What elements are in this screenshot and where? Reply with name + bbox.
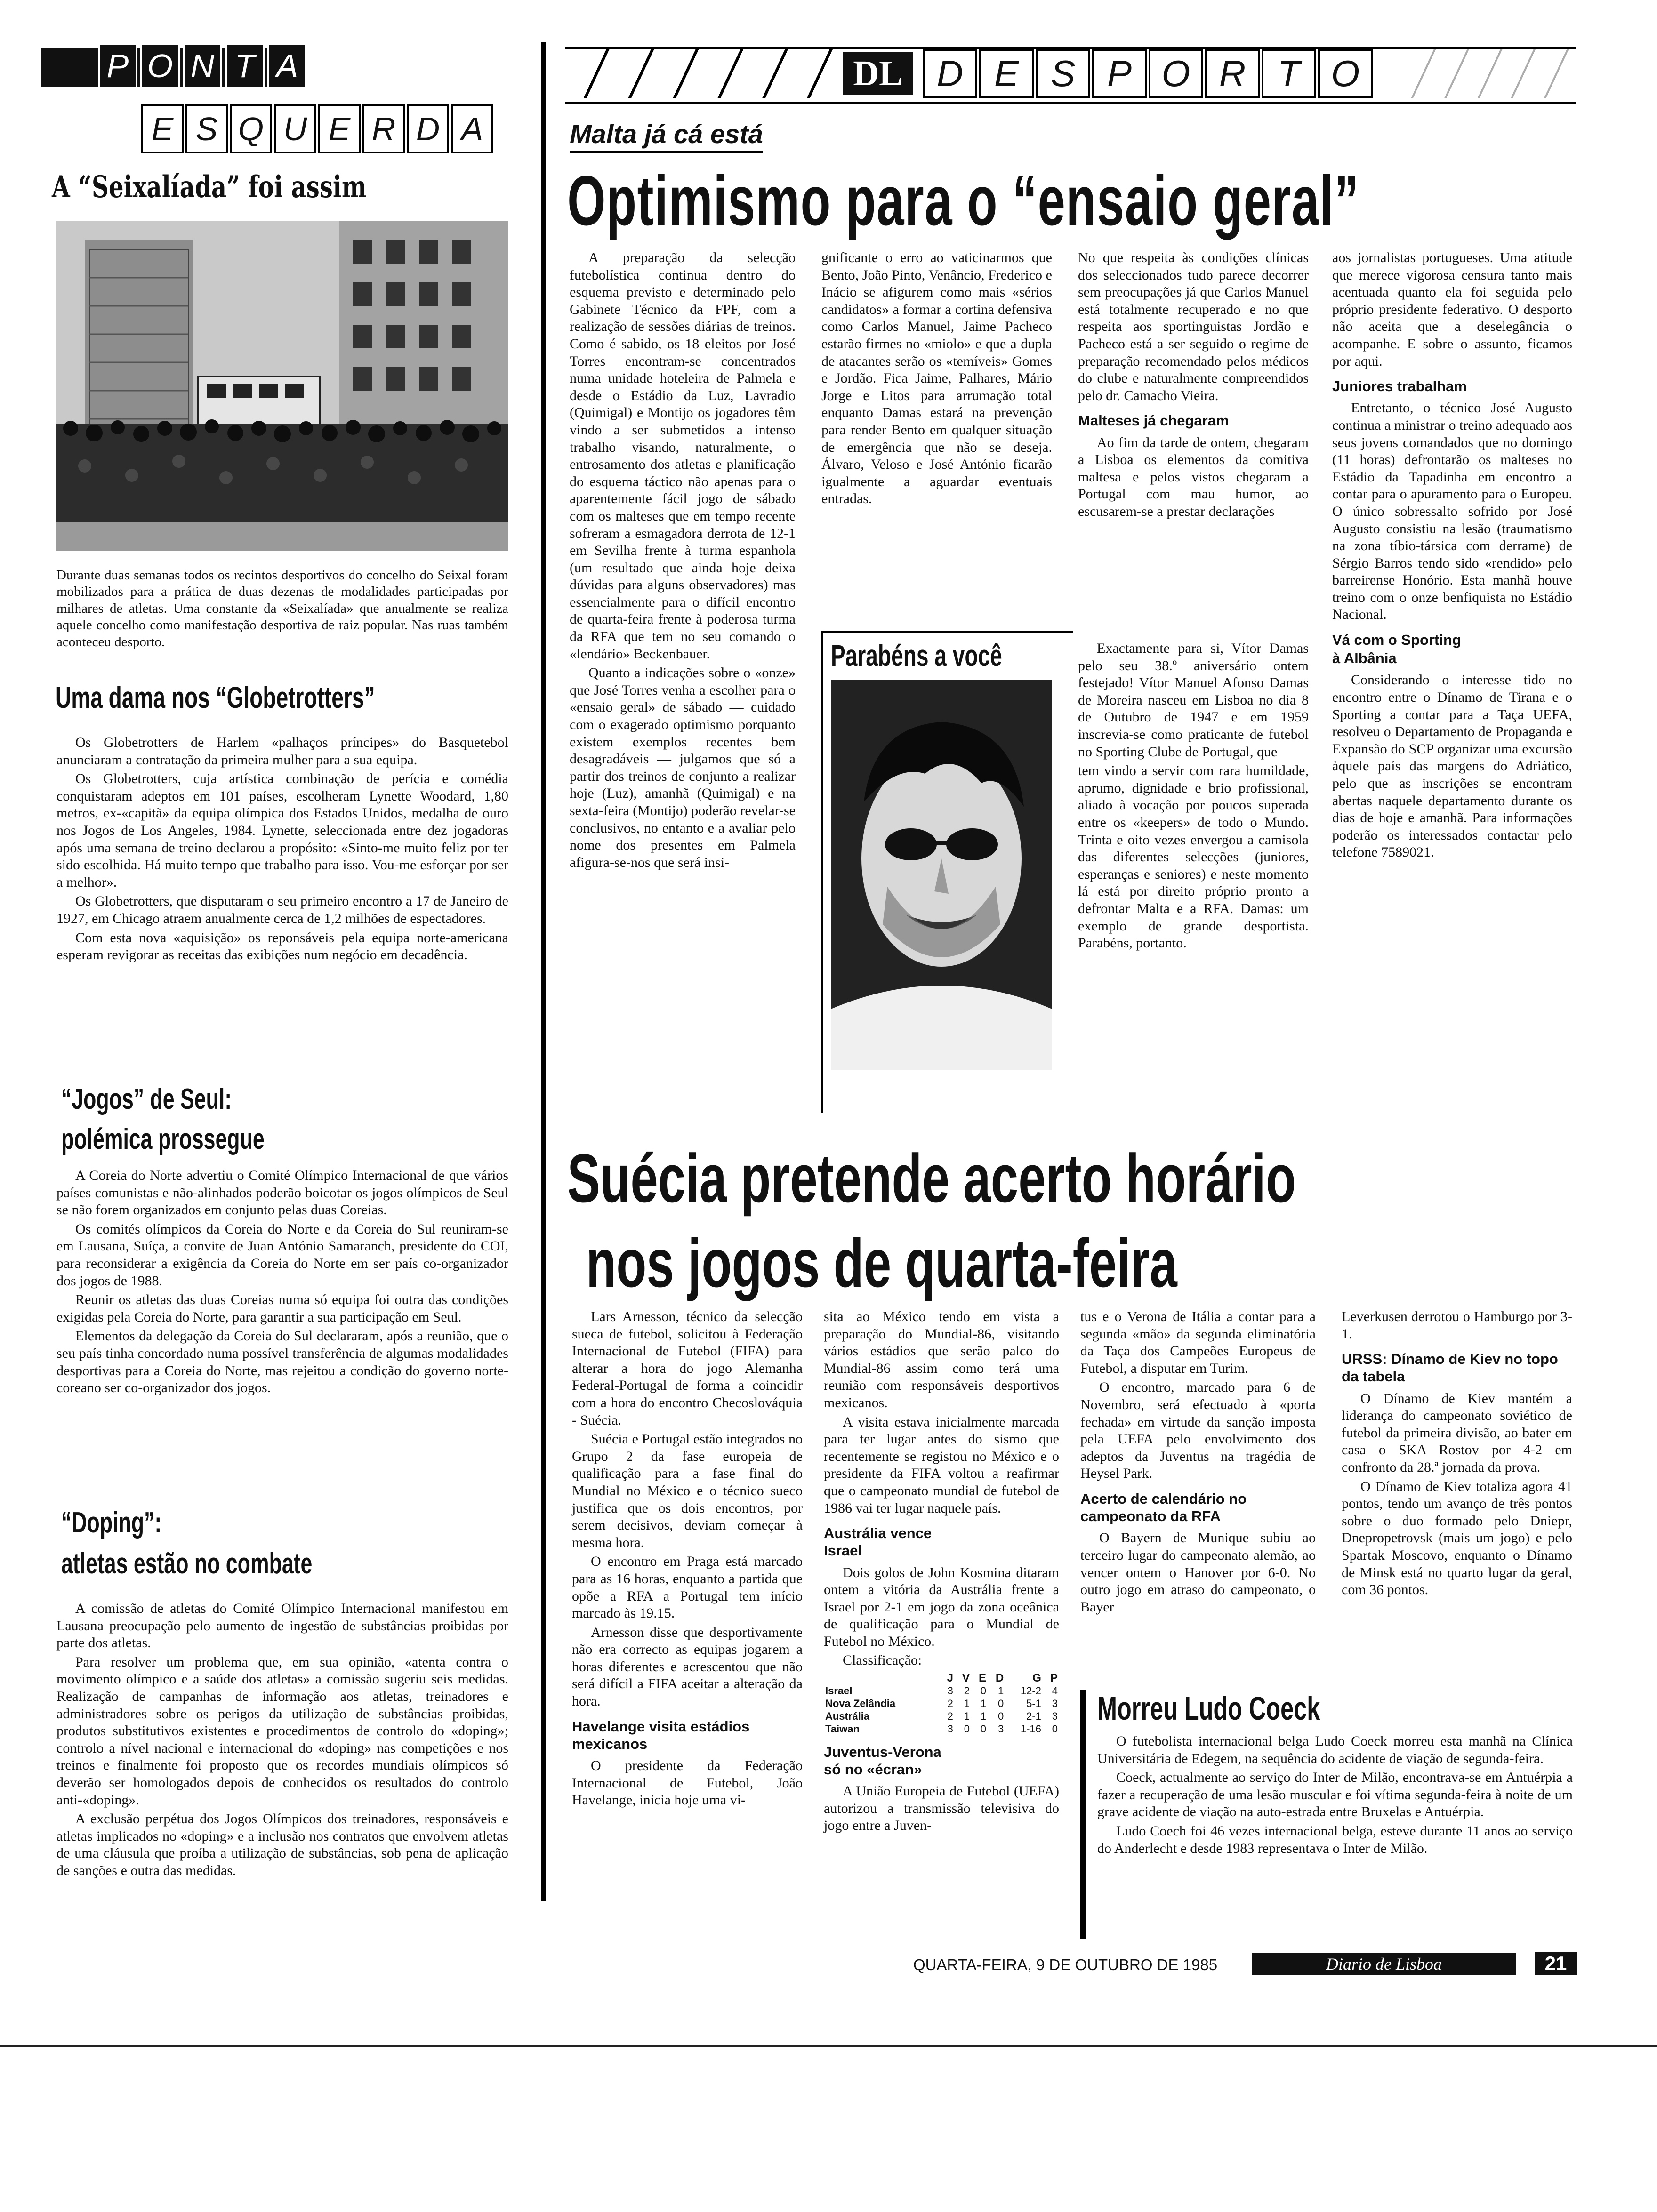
table-cell: 1-16 (1020, 1723, 1041, 1735)
desporto-letter: P (1092, 49, 1147, 98)
desporto-letter: D (923, 49, 977, 98)
ponta-letter: N (183, 43, 222, 88)
suecia-col4: Leverkusen derrotou o Hamburgo por 3-1. URSS: Dínamo de Kiev no topo da tabela O Dínamo de Kiev mantém a liderança do campeonato soviético de futebol da primeira divisão, ao bater em casa o SKA Rostov por 4-2 em confronto da 28.ª jornada da prova. O Dínamo de Kiev totaliza agora 41 pontos, tendo um avanço de três pontos sobre o duo formado pelo Dniepr, Dnepropetrovsk (mais um jogo) e pelo Spartak Moscovo, enquanto o Dínamo de Minsk está no quarto lugar da geral, com 36 pontos. (1342, 1309, 1572, 1598)
esquerda-letter: D (407, 104, 449, 153)
parabens-text: Exactamente para si, Vítor Damas pelo seu 38.º aniversário ontem festejado! Vítor Manuel Afonso Damas de Moreira nasceu em Lisboa no dia 8 de Outubro de 1947 e em 1959 inscrevia-se como praticante de futebol no Sporting Clube de Portugal, que tem vindo a servir com rara humildade, aprumo, dignidade e brio profissional, aliado à vocação por poucos superada entre os «keepers» de todo o Mundo. Trinta e oito vezes envergou a camisola das diferentes selecções (juniores, esperanças e seniores) e neste momento lá está por direito próprio pronto a defrontar Malta e a RFA. Damas: um exemplo de grande desportista. Parabéns, portanto. (1078, 641, 1309, 951)
page-number: 21 (1535, 1952, 1577, 1975)
ponta-esquerda-logo (41, 43, 507, 161)
table-row (824, 1723, 1059, 1736)
suecia-col1: Lars Arnesson, técnico da selecção sueca de futebol, solicitou à Federação Internacional de Futebol (FIFA) para alterar a hora do jogo Alemanha Federal-Portugal de forma a coincidir com a hora do encontro Checoslováquia - Suécia. Suécia e Portugal estão integrados no Grupo 2 da fase europeia de qualificação para a fase final do Mundial no México e o técnico sueco justifica que os dois encontros, por serem decisivos, deviam começar à mesma hora. O encontro em Praga está marcado para as 16 horas, enquanto a partida que opõe a RFA a Portugal tem início marcado às 19.15. Arnesson disse que desportivamente não era correcto as equipas jogarem a horas diferentes e acrescentou que não será difícil a FIFA aceitar a alteração da hora. Havelange visita estádios mexicanos O presidente da Federação Internacional de Futebol, João Havelange, inicia hoje uma vi- (572, 1309, 803, 1808)
esquerda-letter: E (141, 104, 184, 153)
doping-title: “Doping”: atletas estão no combate (61, 1507, 313, 1580)
optimismo-col4: aos jornalistas portugueses. Uma atitude que merece vigorosa censura tanto mais acentuada quanto ela foi seguida pelo próprio presidente federativo. O desporto não aceita que a deselegância o acompanhe. E sobre o assunto, ficamos por aqui. Juniores trabalham Entretanto, o técnico José Augusto continua a ministrar o treino adequado aos seus jovens comandados que no domingo (11 horas) defrontarão os malteses no Estádio da Tapadinha em encontro a contar para o apuramento para o Europeu. O único sobressalto sofrido por José Augusto consistiu na lesão (traumatismo na zona tíbio-társica com derrame) de Sérgio Barros tendo sido «rendido» pelo barreirense Honório. Esta manhã houve treino com o onze benfiquista no Estádio Nacional. Vá com o Sporting à Albânia Considerando o interesse tido no encontro entre o Dínamo de Tirana e o Sporting a contar para a Taça UEFA, resolveu o Departamento de Propaganda e Expansão do SCP organizar uma excursão àquele país das margens do Adriático, pelo que as inscrições se encontram abertas naquele departamento durante os dias de hoje e amanhã. Para informações poderão os interessados contactar pelo telefone 7589021. (1332, 250, 1572, 860)
table-cell: 3 (1052, 1698, 1058, 1710)
team-name: Nova Zelândia (825, 1698, 896, 1710)
desporto-letter: E (979, 49, 1034, 98)
seixaliada-photo (56, 221, 508, 551)
table-cell: 0 (997, 1710, 1004, 1722)
esquerda-letter: S (185, 104, 228, 153)
ponta-letter: T (225, 43, 265, 88)
suecia-col2: sita ao México tendo em vista a preparação do Mundial-86, visitando vários estádios que serão palco do Mundial-86 assim como terá uma reunião com responsáveis desportivos mexicanos. A visita estava inicialmente marcada para ter lugar antes do sismo que recentemente se registou no México e o presidente da FIFA voltou a reafirmar que o campeonato mundial de futebol de 1986 vai ter lugar naquele país. Austrália vence Israel Dois golos de John Kosmina ditaram ontem a vitória da Austrália frente a Israel por 2-1 em jogo da zona oceânica de qualificação para o Mundial de Futebol no México. Classificação: J V E D G P Israel 3 2 0 1 12-2 4 Nova Zelândia 2 1 1 0 5-1 3 Austrália 2 1 1 0 2-1 3 Taiwan 3 0 0 3 1-16 0 Juventus-Verona só no «écran» A União Europeia de Futebol (UEFA) autorizou a transmissão televisiva do jogo entre a Juven- (824, 1309, 1059, 1834)
table-cell: 3 (947, 1723, 953, 1735)
suecia-headline: Suécia pretende acerto horário nos jogos de quarta-feira (567, 1140, 1296, 1301)
ponta-letters (98, 43, 307, 90)
footer-paper: Diario de Lisboa (1252, 1953, 1516, 1975)
table-row (824, 1710, 1059, 1723)
table-cell: 3 (947, 1685, 953, 1697)
team-name: Taiwan (825, 1723, 860, 1735)
suecia-col3: tus e o Verona de Itália a contar para a segunda «mão» da segunda eliminatória da Taça dos Campeões Europeus de Futebol, a disputar em Turim. O encontro, marcado para 6 de Novembro, será efectuado à «porta fechada» em virtude da sanção imposta pela UEFA pelo envolvimento dos adeptos da Juventus na tragédia de Heysel Park. Acerto de calendário no campeonato da RFA O Bayern de Munique subiu ao terceiro lugar do campeonato alemão, ao vencer ontem o Hanover por 6-0. No outro jogo em atraso do campeonato, o Bayer (1080, 1309, 1316, 1615)
table-header: V (962, 1672, 970, 1685)
ponta-letter: O (140, 43, 180, 88)
table-cell: 0 (1052, 1723, 1058, 1735)
team-name: Israel (825, 1685, 853, 1697)
seul-title: “Jogos” de Seul: polémica prossegue (61, 1083, 265, 1155)
table-cell: 1 (980, 1710, 987, 1722)
ponta-letter: A (267, 43, 307, 88)
table-cell: 1 (964, 1698, 970, 1710)
desporto-letters (923, 49, 1373, 98)
classification-table (824, 1671, 1059, 1736)
damas-photo (831, 680, 1052, 1070)
team-name: Austrália (825, 1710, 870, 1722)
desporto-banner (565, 47, 1576, 104)
table-header: G (1032, 1672, 1041, 1685)
table-cell: 2 (964, 1685, 970, 1697)
globetrotters-title: Uma dama nos “Globetrotters” (56, 681, 375, 714)
table-cell: 2 (947, 1710, 953, 1722)
table-cell: 1 (980, 1698, 987, 1710)
desporto-letter: O (1318, 49, 1373, 98)
optimismo-col2: gnificante o erro ao vaticinarmos que Bento, João Pinto, Venâncio, Frederico e Inácio se afigurem como mais «sérios candidatos» a formar a cortina defensiva como Carlos Manuel, Jaime Pacheco estarão firmes no «miolo» e que a dupla de atacantes serão os «temíveis» Gomes e Jordão. Fica Jaime, Palhares, Mário Jorge e Litos para arrumação total enquanto Damas estará na prevenção para render Bento em qualquer situação de emergência que não se deseja. Álvaro, Veloso e José António ficarão igualmente a aguardar eventuais entradas. (821, 250, 1052, 507)
optimismo-col1: A preparação da selecção futebolística continua dentro do esquema previsto e determinado pelo Gabinete Técnico da FPF, com a realização de sessões diárias de treinos. Como é sabido, os 18 eleitos por José Torres encontram-se concentrados numa unidade hoteleira de Palmela e desde o Estádio da Luz, Lavradio (Quimigal) e Montijo os jogadores têm vindo a ser submetidos a intenso trabalho visando, naturalmente, o entrosamento dos atletas e planificação do esquema táctico não apenas para o aparentemente fácil jogo de sábado com os malteses que em tempo recente sofreram a esmagadora derrota de 12-1 em Sevilha frente à turma espanhola (um resultado que ainda hoje deixa dúvidas para alguns observadores) mas essencialmente para o difícil encontro de quarta-feira frente à poderosa turma da RFA que tem no seu comando o «lendário» Beckenbauer. Quanto a indicações sobre o «onze» que José Torres venha a escolher para o «ensaio geral» de sábado — cuidado com o exagerado optimismo porquanto existem exemplos recentes bem desagradáveis — julgamos que só a partir dos treinos de conjunto a realizar hoje (Luz), amanhã (Quimigal) e na sexta-feira (Montijo) poderão revelar-se conclusivos, no entanto e a avaliar pelo nome dos presentes em Palmela afigura-se-nos que será insi- (570, 250, 796, 870)
table-cell: 1 (997, 1685, 1004, 1697)
desporto-letter: S (1036, 49, 1090, 98)
doping-body: A comissão de atletas do Comité Olímpico Internacional manifestou em Lausana preocupação pelo aumento de ingestão de substâncias proibidas por parte dos atletas. Para resolver um problema que, em sua opinião, «atenta contra o movimento olímpico e a saúde dos atletas» a comissão sugeriu seis medidas. Realização de campanhas de informação aos atletas, treinadores e administradores sobre os perigos da utilização de substâncias proibidas, produtos substitutivos existentes e procedimentos de controlo do «doping»; controlo a nível nacional e internacional do «doping» nas competições e nos treinos e finalmente foi proposto que os recordes mundiais olímpicos só deverão ser homologados depois de conhecidos os resultados do controlo anti-«doping». A exclusão perpétua dos Jogos Olímpicos dos treinadores, responsáveis e atletas implicados no «doping» e a inclusão nos contratos que envolvem atletas de uma cláusula que proíba a utilização de substâncias, sob pena de aplicação de sanções e outra das medidas. (56, 1601, 508, 1878)
table-cell: 2-1 (1026, 1710, 1041, 1722)
table-cell: 0 (997, 1698, 1004, 1710)
ponta-letter: P (98, 43, 137, 88)
parabens-box (821, 631, 1073, 1113)
desporto-letter: O (1149, 49, 1203, 98)
table-row (824, 1698, 1059, 1710)
table-header: D (995, 1672, 1004, 1685)
seul-body: A Coreia do Norte advertiu o Comité Olímpico Internacional de que vários países comunistas e não-alinhados poderão boicotar os jogos olímpicos de Seul se não forem organizados em conjunto pelas duas Coreias. Os comités olímpicos da Coreia do Norte e da Coreia do Sul reuniram-se em Lausana, Suíça, a convite de Juan António Samaranch, presidente do COI, para reconsiderar a exigência da Coreia do Norte em ser país co-organizador dos jogos de 1988. Reunir os atletas das duas Coreias numa só equipa foi outra das condições exigidas pela Coreia do Norte, para garantir a sua participação em Seul. Elementos da delegação da Coreia do Sul declararam, após a reunião, que o seu país tinha concordado numa possível transferência de algumas modalidades desportivas para a Coreia do Norte, mas rejeitou a condição do governo norte-coreano ser co-organizador dos jogos. (56, 1168, 508, 1396)
optimismo-headline: Optimismo para o “ensaio geral” (567, 161, 1360, 240)
optimismo-col3: No que respeita às condições clínicas dos seleccionados tudo parece decorrer sem preocupações já que Carlos Manuel está totalmente recuperado e no que respeita aos sportinguistas Jordão e Pacheco está a ser seguido o regime de preparação recomendado pelos médicos do clube e naturalmente compreendidos pelo dr. Camacho Vieira. Malteses já chegaram Ao fim da tarde de ontem, chegaram a Lisboa os elementos da comitiva maltesa e pelos vistos chegaram a Portugal com mau humor, ao escusarem-se a prestar declarações (1078, 250, 1309, 519)
desporto-letter: R (1205, 49, 1260, 98)
malta-kicker: Malta já cá está (570, 119, 763, 152)
esquerda-letters (141, 104, 493, 156)
footer-date: QUARTA-FEIRA, 9 DE OUTUBRO DE 1985 (913, 1956, 1218, 1973)
globetrotters-body: Os Globetrotters de Harlem «palhaços príncipes» do Basquetebol anunciaram a contratação da primeira mulher para a sua equipa. Os Globetrotters, cuja artística combinação de perícia e comédia conquistaram adeptos em 101 países, escolheram Lynette Woodard, 1,80 metros, ex-«capitã» da equipa olímpica dos Estados Unidos, medalha de ouro nos Jogos de Los Angeles, 1984. Lynette, seleccionada entre dez jogadoras após uma semana de treino declarou a propósito: «Sinto-me muito feliz por ter sido escolhida. Há muito tempo que trabalho para isso. Vou-me esforçar por ser a melhor». Os Globetrotters, que disputaram o seu primeiro encontro a 17 de Janeiro de 1927, em Chicago atraem anualmente cerca de 1,2 milhões de espectadores. Com esta nova «aquisição» os reponsáveis pela equipa norte-americana esperam revigorar as receitas das exibições num negócio em decadência. (56, 735, 508, 963)
esquerda-letter: Q (230, 104, 272, 153)
parabens-title: Parabéns a você (831, 639, 1002, 673)
table-header: P (1050, 1672, 1058, 1685)
dl-logo: DL (843, 52, 913, 95)
table-cell: 0 (980, 1685, 987, 1697)
ludo-box (1080, 1690, 1577, 1944)
table-header: E (979, 1672, 987, 1685)
table-row (824, 1685, 1059, 1698)
esquerda-letter: E (318, 104, 361, 153)
table-cell: 12-2 (1020, 1685, 1041, 1697)
table-cell: 4 (1052, 1685, 1058, 1697)
table-header: J (947, 1672, 953, 1685)
esquerda-letter: A (451, 104, 493, 153)
ludo-body: O futebolista internacional belga Ludo Coeck morreu esta manhã na Clínica Universitária de Edegem, na sequência do acidente de viação de segunda-feira. Coeck, actualmente ao serviço do Inter de Milão, encontrava-se em Antuérpia a fazer a recuperação de uma lesão muscular e foi vítima segunda-feira à noite de um grave acidente de viação na auto-estrada entre Bruxelas e Antuérpia. Ludo Coech foi 46 vezes internacional belga, esteve durante 11 anos ao serviço do Anderlecht e desde 1983 representava o Inter de Milão. (1097, 1733, 1573, 1856)
seixaliada-title: A “Seixalíada” foi assim (52, 169, 367, 205)
esquerda-letter: R (362, 104, 405, 153)
desporto-letter: T (1262, 49, 1316, 98)
table-cell: 2 (947, 1698, 953, 1710)
esquerda-letter: U (274, 104, 316, 153)
table-cell: 3 (997, 1723, 1004, 1735)
table-cell: 0 (980, 1723, 987, 1735)
ludo-title: Morreu Ludo Coeck (1097, 1690, 1320, 1727)
table-cell: 5-1 (1026, 1698, 1041, 1710)
table-cell: 0 (964, 1723, 970, 1735)
table-cell: 3 (1052, 1710, 1058, 1722)
seixaliada-caption: Durante duas semanas todos os recintos desportivos do concelho do Seixal foram mobilizados para a prática de duas dezenas de modalidades participadas por milhares de atletas. Uma constante da «Seixalíada» que anualmente se realiza aquele concelho como manifestação desportiva de raiz popular. Nas ruas também aconteceu desporto. (56, 568, 508, 649)
table-cell: 1 (964, 1710, 970, 1722)
